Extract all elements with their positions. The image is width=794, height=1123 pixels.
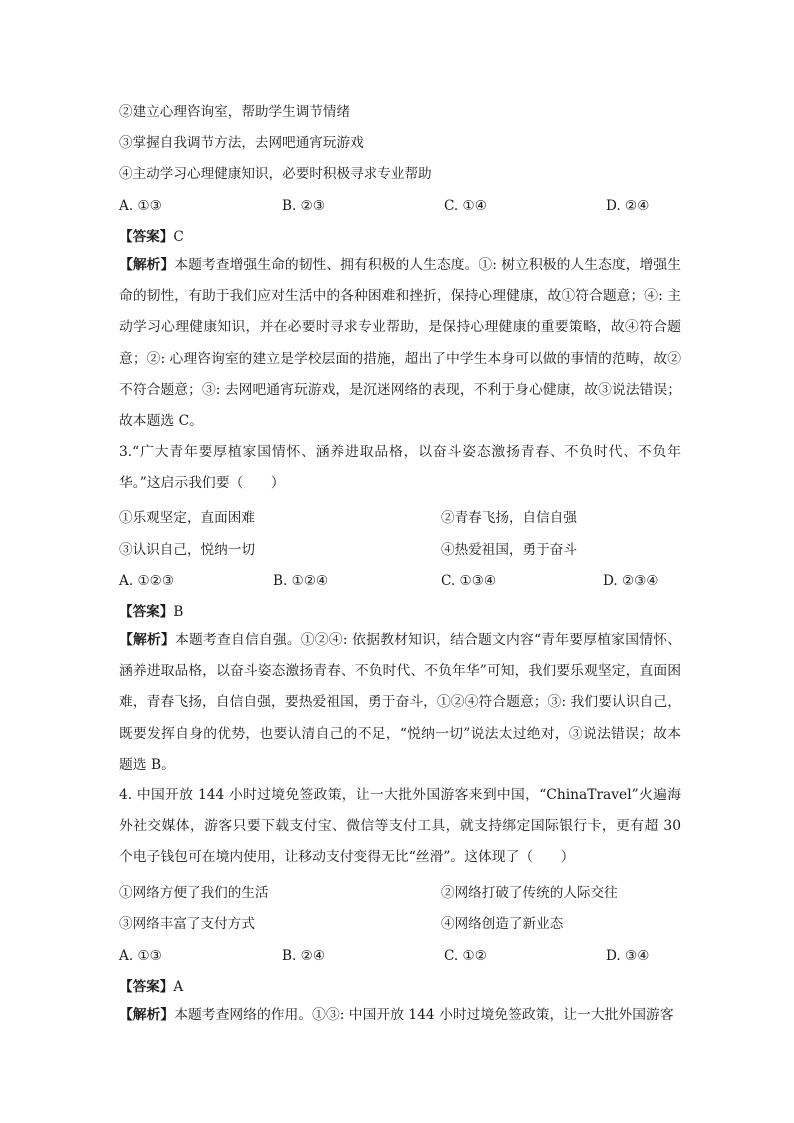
- q3-analysis: [119, 625, 681, 781]
- analysis-label: 【解析】: [119, 1007, 175, 1023]
- answer-value: B: [173, 604, 184, 620]
- answer-value: C: [173, 229, 184, 245]
- analysis-text: 本题考查网络的作用。①③: 中国开放 144 小时过境免签政策，让一大批外国游客: [174, 1007, 674, 1023]
- analysis-label: 【解析】: [119, 632, 175, 648]
- q2-answer: [119, 227, 679, 247]
- q4-option-4: ④网络创造了新业态: [441, 916, 564, 932]
- q3-option-2: ②青春飞扬，自信自强: [441, 510, 577, 526]
- answer-label: 【答案】: [119, 604, 174, 620]
- answer-value: A: [173, 979, 184, 995]
- analysis-text: 本题考查增强生命的韧性、拥有积极的人生态度。①: 树立积极的人生态度，增强生命的韧性，有助于我们应对生活中的各种困难和挫折，保持心理健康，故①符合题意；④: 主动学习心理健康知识，并在必要时寻求专业帮助，是保持心理健康的重要策略，故④符合题意；②: 心理咨询室的建立是学校层面的措施，超出了中学生本身可以做的事情的范畴，故②不符合题意；③: 去网吧通宵玩游戏，是沉迷网络的表现，不利于身心健康，故③说法错误；故本题选 C。: [119, 257, 681, 430]
- q2-option-2: ②建立心理咨询室，帮助学生调节情绪: [119, 104, 351, 120]
- q4-option-3: ③网络丰富了支付方式: [119, 916, 255, 932]
- q4-choice-d: D. ③④: [606, 948, 650, 964]
- q3-option-1: ①乐观坚定，直面困难: [119, 510, 255, 526]
- q4-option-1: ①网络方便了我们的生活: [119, 885, 269, 901]
- q3-choice-b: B. ①②④: [273, 573, 329, 589]
- q4-choice-c: C. ①②: [444, 948, 487, 964]
- q4-choice-b: B. ②④: [282, 948, 326, 964]
- q2-choice-a: A. ①③: [119, 198, 162, 214]
- q3-answer: [119, 602, 679, 622]
- q2-choice-c: C. ①④: [444, 198, 487, 214]
- q4-option-2: ②网络打破了传统的人际交往: [441, 885, 618, 901]
- q2-option-3: ③掌握自我调节方法，去网吧通宵玩游戏: [119, 135, 364, 151]
- q3-stem: 3.“广大青年要厚植家国情怀、涵养进取品格，以奋斗姿态激扬青春、不负时代、不负年华。”这启示我们要（ ）: [119, 444, 681, 492]
- q3-choice-c: C. ①③④: [441, 573, 497, 589]
- answer-label: 【答案】: [119, 229, 174, 245]
- analysis-text: 本题考查自信自强。①②④: 依据教材知识，结合题文内容“青年要厚植家国情怀、涵养进取品格，以奋斗姿态激扬青春、不负时代、不负年华”可知，我们要乐观坚定，直面困难，青春飞扬，自信自强，要热爱祖国，勇于奋斗，①②④符合题意；③: 我们要认识自己，既要发挥自身的优势，也要认清自己的不足，“悦纳一切”说法太过绝对，③说法错误；故本题选 B。: [119, 632, 682, 773]
- q3-option-4: ④热爱祖国，勇于奋斗: [441, 542, 577, 558]
- q2-analysis: [119, 250, 681, 437]
- q3-choice-d: D. ②③④: [603, 573, 659, 589]
- q3-option-3: ③认识自己，悦纳一切: [119, 542, 255, 558]
- q4-analysis: [119, 1000, 681, 1031]
- analysis-label: 【解析】: [119, 257, 175, 273]
- q2-option-4: ④主动学习心理健康知识，必要时积极寻求专业帮助: [119, 166, 432, 182]
- q3-choice-a: A. ①②③: [119, 573, 175, 589]
- q4-answer: [119, 977, 679, 997]
- answer-label: 【答案】: [119, 979, 174, 995]
- q2-choice-d: D. ②④: [606, 198, 650, 214]
- q2-choice-b: B. ②③: [282, 198, 326, 214]
- q4-choice-a: A. ①③: [119, 948, 162, 964]
- q4-stem: 4. 中国开放 144 小时过境免签政策，让一大批外国游客来到中国，“ChinaTravel”火遍海外社交媒体，游客只要下载支付宝、微信等支付工具，就支持绑定国际银行卡，更有超 30 个电子钱包可在境内使用，让移动支付变得无比“丝滑”。这体现了（ ）: [119, 787, 681, 866]
